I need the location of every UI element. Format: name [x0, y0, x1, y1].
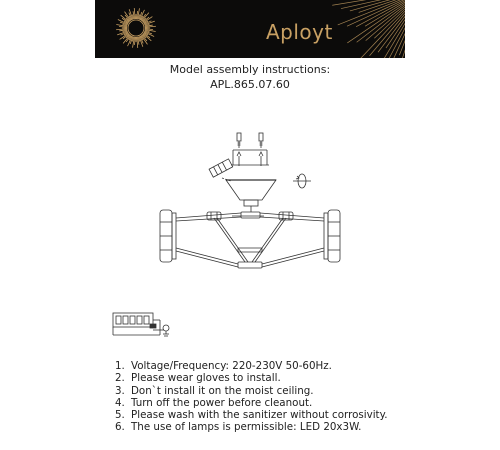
instruction-item: 3. Don`t install it on the moist ceiling.: [115, 384, 314, 397]
instruction-item: 6. The use of lamps is permissible: LED 20x3W.: [115, 421, 362, 434]
ground-symbol-icon: [163, 325, 169, 336]
instruction-item: 2. Please wear gloves to install.: [115, 372, 281, 385]
mounting-bracket: [231, 150, 269, 165]
screw-left: [237, 133, 241, 166]
instruction-item: 1. Voltage/Frequency: 220-230V 50-60Hz.: [115, 360, 332, 372]
instructions-list: [115, 360, 388, 434]
instruction-item: 4. Turn off the power before cleanout.: [115, 396, 313, 409]
wiring-diagram: [113, 313, 164, 335]
brand-logo-text: Aployt: [266, 20, 333, 44]
ceiling-canopy: [226, 180, 276, 212]
model-number: APL.865.07.60: [210, 78, 290, 91]
document-subtitle: Model assembly instructions:: [169, 63, 331, 76]
instruction-item: 5. Please wash with the sanitizer without corrosivity.: [115, 409, 388, 422]
terminal-block: [209, 159, 233, 177]
central-hub: [232, 212, 264, 268]
lamp-module-left: [160, 210, 176, 262]
lamp-module-right: [324, 210, 340, 262]
screw-right: [259, 133, 263, 166]
lamp-arms: [176, 213, 324, 267]
rotate-arrow-icon: [293, 174, 311, 188]
